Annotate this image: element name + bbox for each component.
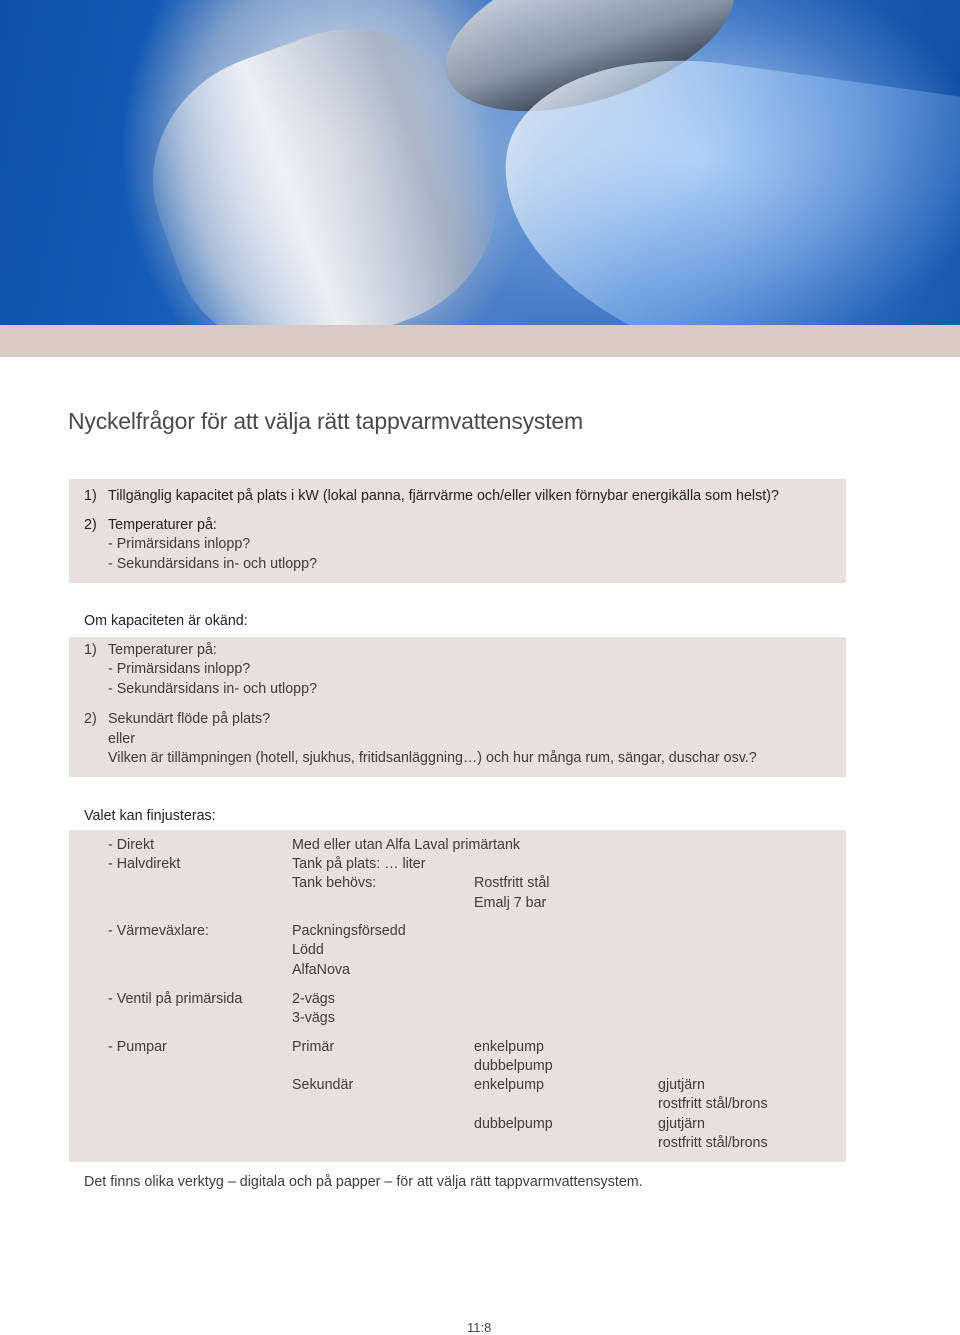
hx-alfanova: AlfaNova [292,962,351,978]
pump-secondary-single-stainless: rostfritt stål/brons [658,1096,768,1112]
page-title: Nyckelfrågor för att välja rätt tappvarmvattensystem [68,408,583,434]
unknown-q1-text: Temperaturer på: [108,642,217,658]
option-valve: - Ventil på primärsida [108,991,243,1007]
option-halvdirekt: - Halvdirekt [108,856,181,872]
page-number: 11:8 [467,1320,492,1335]
q2-sub-secondary: - Sekundärsidans in- och utlopp? [108,556,318,572]
pump-secondary-double: dubbelpump [474,1116,553,1132]
hero-faucet-photo [0,0,960,325]
hx-brazed: Lödd [292,942,324,958]
option-halvdirekt-desc: Tank på plats: … liter [292,856,426,872]
tools-note: Det finns olika verktyg – digitala och på papper – för att välja rätt tappvarmvattensystem. [84,1174,643,1190]
pump-secondary-single: enkelpump [474,1077,544,1093]
tank-stainless: Rostfritt stål [474,875,550,891]
unknown-capacity-heading: Om kapaciteten är okänd: [84,613,248,629]
valve-2way: 2-vägs [292,991,335,1007]
option-direkt-desc: Med eller utan Alfa Laval primärtank [292,837,521,853]
pump-secondary-single-castiron: gjutjärn [658,1077,705,1093]
unknown-q2-alternative: Vilken är tillämpningen (hotell, sjukhus, fritidsanläggning…) och hur många rum, sängar, duschar osv.? [108,750,757,766]
unknown-q1-sub-primary: - Primärsidans inlopp? [108,661,251,677]
pump-primary-single: enkelpump [474,1039,544,1055]
tank-enamel: Emalj 7 bar [474,895,547,911]
unknown-q1-number: 1) [84,642,97,658]
pump-primary-double: dubbelpump [474,1058,553,1074]
pump-secondary-double-stainless: rostfritt stål/brons [658,1135,768,1151]
finetune-heading: Valet kan finjusteras: [84,808,216,824]
unknown-q1-sub-secondary: - Sekundärsidans in- och utlopp? [108,681,318,697]
hx-gasketed: Packningsförsedd [292,923,406,939]
divider-band [0,325,960,357]
q2-number: 2) [84,517,97,533]
unknown-q2-or: eller [108,731,136,747]
option-pumps: - Pumpar [108,1039,167,1055]
q2-text: Temperaturer på: [108,517,217,533]
pump-secondary: Sekundär [292,1077,354,1093]
pump-primary: Primär [292,1039,335,1055]
unknown-q2-number: 2) [84,711,97,727]
unknown-q2-text: Sekundärt flöde på plats? [108,711,271,727]
option-direkt: - Direkt [108,837,155,853]
q2-sub-primary: - Primärsidans inlopp? [108,536,251,552]
q1-text: Tillgänglig kapacitet på plats i kW (lokal panna, fjärrvärme och/eller vilken förnybar energikälla som helst)? [108,488,779,504]
q1-number: 1) [84,488,97,504]
pump-secondary-double-castiron: gjutjärn [658,1116,705,1132]
tank-needed-label: Tank behövs: [292,875,377,891]
valve-3way: 3-vägs [292,1010,335,1026]
option-heat-exchanger: - Värmeväxlare: [108,923,209,939]
